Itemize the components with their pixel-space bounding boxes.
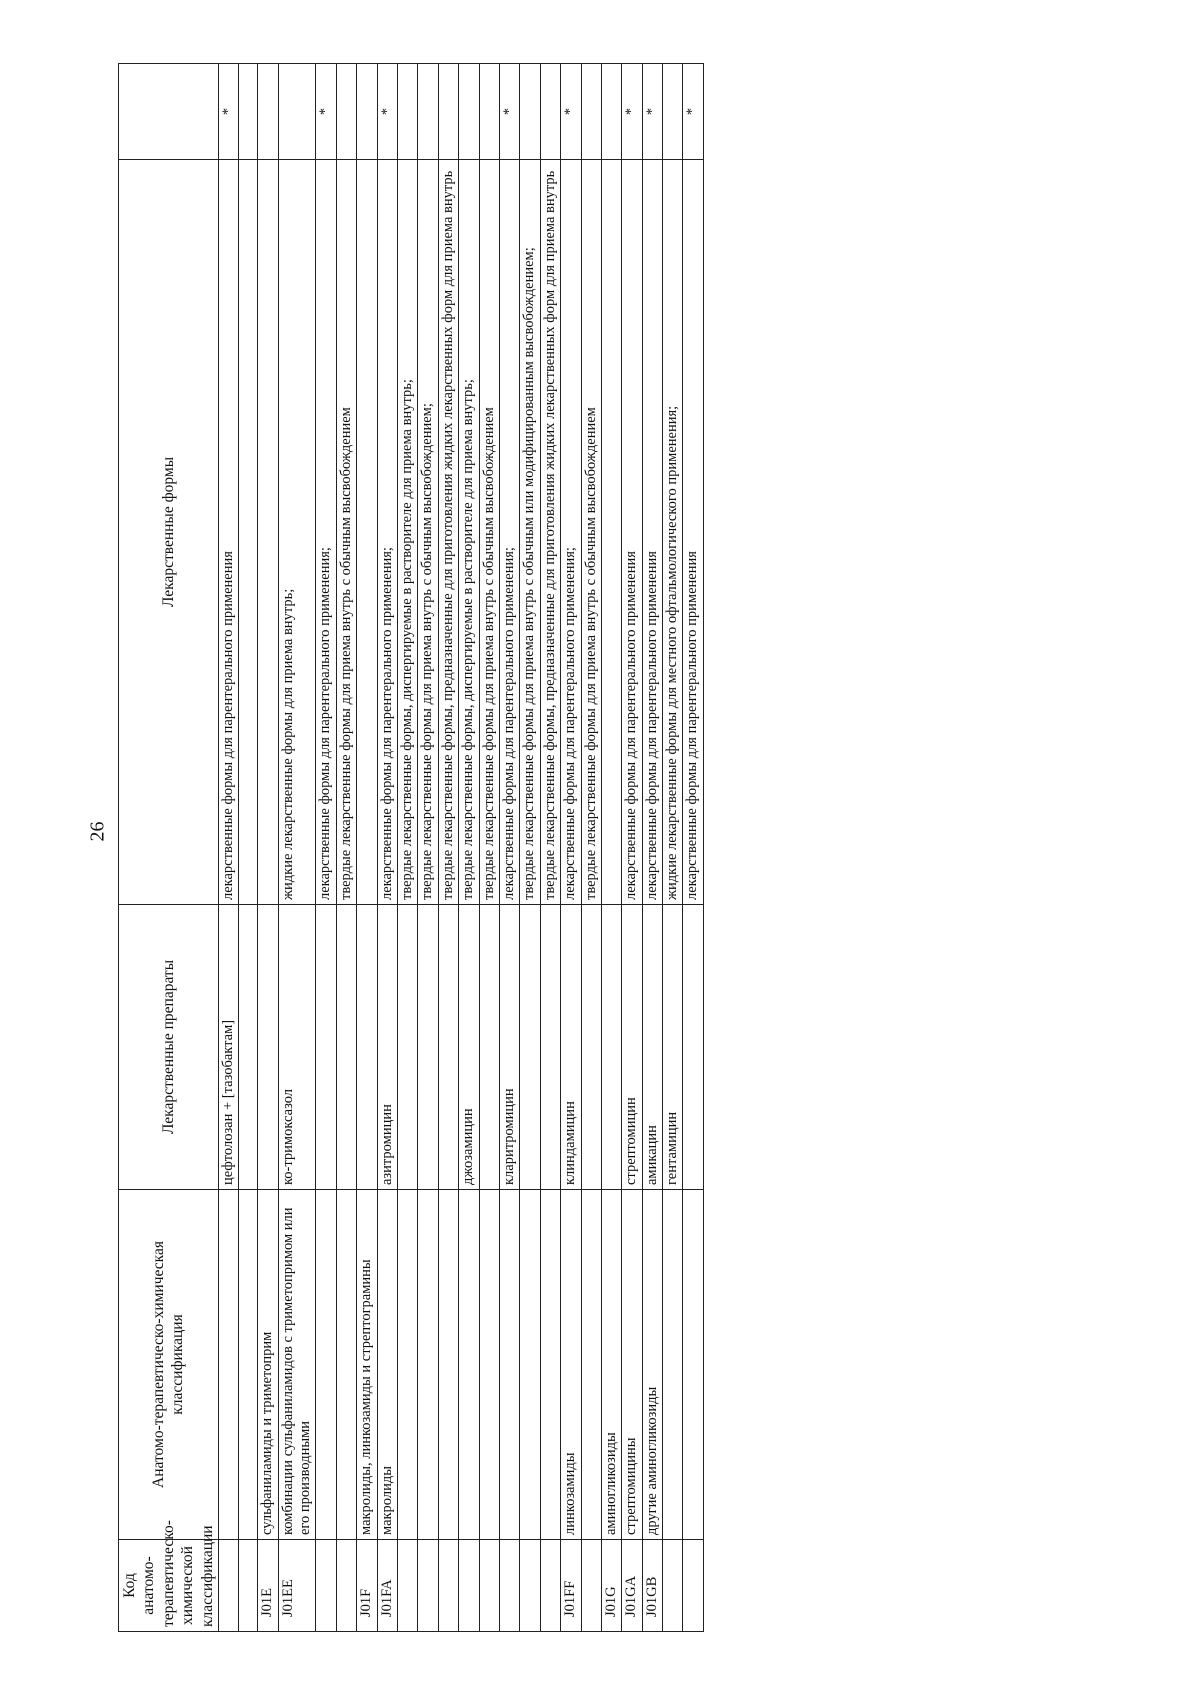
drug-cell: стрептомицин	[622, 905, 642, 1190]
drug-cell: ко-тримоксазол	[278, 905, 316, 1190]
code-cell	[316, 1540, 336, 1632]
mark-cell	[336, 64, 356, 160]
classification-cell	[218, 1190, 238, 1540]
table-row	[418, 64, 438, 1632]
classification-cell	[540, 1190, 560, 1540]
table-row	[438, 64, 458, 1632]
drug-cell: азитромицин	[377, 905, 397, 1190]
mark-cell: *	[218, 64, 238, 160]
code-cell	[398, 1540, 418, 1632]
form-cell: твердые лекарственные формы для приема внутрь с обычным высвобождением	[479, 160, 499, 905]
table-row	[561, 64, 581, 1632]
code-cell: J01F	[357, 1540, 377, 1632]
drug-cell: джозамицин	[459, 905, 479, 1190]
table-row	[601, 64, 621, 1632]
code-cell	[520, 1540, 540, 1632]
drug-cell	[601, 905, 621, 1190]
form-cell: жидкие лекарственные формы для приема внутрь;	[278, 160, 316, 905]
form-cell: твердые лекарственные формы для приема внутрь с обычным высвобождением	[581, 160, 601, 905]
form-cell: лекарственные формы для парентерального применения;	[316, 160, 336, 905]
landscape-page	[118, 64, 1088, 1632]
table-row	[581, 64, 601, 1632]
code-cell: J01FF	[561, 1540, 581, 1632]
form-cell: лекарственные формы для парентерального применения;	[499, 160, 519, 905]
form-cell: твердые лекарственные формы, предназначенные для приготовления жидких лекарственных форм для приема внутрь	[540, 160, 560, 905]
mark-cell: *	[683, 64, 703, 160]
mark-cell: *	[499, 64, 519, 160]
atc-table	[118, 63, 704, 1632]
code-cell: J01GB	[642, 1540, 662, 1632]
mark-cell	[239, 64, 258, 160]
mark-cell	[278, 64, 316, 160]
drug-cell: кларитромицин	[499, 905, 519, 1190]
classification-cell	[663, 1190, 683, 1540]
header-mark	[119, 64, 219, 160]
code-cell	[499, 1540, 519, 1632]
code-cell	[581, 1540, 601, 1632]
code-cell	[218, 1540, 238, 1632]
code-cell: J01EE	[278, 1540, 316, 1632]
drug-cell	[581, 905, 601, 1190]
table-row	[540, 64, 560, 1632]
form-cell: лекарственные формы для парентерального применения	[683, 160, 703, 905]
classification-cell	[683, 1190, 703, 1540]
drug-cell	[316, 905, 336, 1190]
code-cell	[683, 1540, 703, 1632]
code-cell	[479, 1540, 499, 1632]
classification-cell: макролиды, линкозамиды и стрептограмины	[357, 1190, 377, 1540]
form-cell: твердые лекарственные формы, диспергируемые в растворителе для приема внутрь;	[459, 160, 479, 905]
table-row	[377, 64, 397, 1632]
page-number: 26	[86, 821, 109, 842]
classification-cell	[581, 1190, 601, 1540]
classification-cell	[316, 1190, 336, 1540]
table-row	[239, 64, 258, 1632]
drug-cell	[239, 905, 258, 1190]
table-row	[218, 64, 238, 1632]
classification-cell	[398, 1190, 418, 1540]
table-row	[479, 64, 499, 1632]
mark-cell	[357, 64, 377, 160]
table-row	[278, 64, 316, 1632]
classification-cell: аминогликозиды	[601, 1190, 621, 1540]
classification-cell	[520, 1190, 540, 1540]
table-row	[663, 64, 683, 1632]
mark-cell	[540, 64, 560, 160]
classification-cell: сульфаниламиды и триметоприм	[258, 1190, 278, 1540]
classification-cell	[336, 1190, 356, 1540]
table-row	[258, 64, 278, 1632]
code-cell	[459, 1540, 479, 1632]
code-cell: J01FA	[377, 1540, 397, 1632]
table-row	[398, 64, 418, 1632]
mark-cell	[601, 64, 621, 160]
classification-cell	[239, 1190, 258, 1540]
form-cell: лекарственные формы для парентерального применения;	[377, 160, 397, 905]
mark-cell	[581, 64, 601, 160]
code-cell	[418, 1540, 438, 1632]
mark-cell	[459, 64, 479, 160]
table-row	[520, 64, 540, 1632]
table-row	[683, 64, 703, 1632]
header-classification: Анатомо-терапевтическо-химическая классификация	[119, 1190, 219, 1540]
code-cell	[239, 1540, 258, 1632]
mark-cell: *	[377, 64, 397, 160]
form-cell: твердые лекарственные формы для приема внутрь с обычным высвобождением	[336, 160, 356, 905]
classification-cell: другие аминогликозиды	[642, 1190, 662, 1540]
mark-cell: *	[561, 64, 581, 160]
mark-cell	[398, 64, 418, 160]
form-cell: твердые лекарственные формы для приема внутрь с обычным или модифицированным высвобождением;	[520, 160, 540, 905]
code-cell	[336, 1540, 356, 1632]
drug-cell: гентамицин	[663, 905, 683, 1190]
drug-cell	[438, 905, 458, 1190]
header-drugs: Лекарственные препараты	[119, 905, 219, 1190]
classification-cell	[438, 1190, 458, 1540]
drug-cell: амикацин	[642, 905, 662, 1190]
form-cell	[601, 160, 621, 905]
drug-cell	[258, 905, 278, 1190]
form-cell: лекарственные формы для парентерального применения	[218, 160, 238, 905]
mark-cell	[438, 64, 458, 160]
table-row	[499, 64, 519, 1632]
drug-cell	[479, 905, 499, 1190]
classification-cell: стрептомицины	[622, 1190, 642, 1540]
header-code: Код анатомо-терапевтическо-химической классификации	[119, 1540, 219, 1632]
mark-cell: *	[316, 64, 336, 160]
header-row	[119, 64, 219, 1632]
form-cell: лекарственные формы для парентерального применения	[642, 160, 662, 905]
form-cell: твердые лекарственные формы для приема внутрь с обычным высвобождением;	[418, 160, 438, 905]
code-cell	[663, 1540, 683, 1632]
header-forms: Лекарственные формы	[119, 160, 219, 905]
form-cell: твердые лекарственные формы, диспергируемые в растворителе для приема внутрь;	[398, 160, 418, 905]
classification-cell: линкозамиды	[561, 1190, 581, 1540]
form-cell: лекарственные формы для парентерального применения;	[561, 160, 581, 905]
code-cell	[540, 1540, 560, 1632]
mark-cell	[663, 64, 683, 160]
mark-cell	[479, 64, 499, 160]
code-cell: J01G	[601, 1540, 621, 1632]
drug-cell	[683, 905, 703, 1190]
drug-cell	[398, 905, 418, 1190]
form-cell: лекарственные формы для парентерального применения	[622, 160, 642, 905]
mark-cell	[258, 64, 278, 160]
classification-cell	[459, 1190, 479, 1540]
drug-cell	[336, 905, 356, 1190]
table-body	[218, 64, 703, 1632]
drug-cell	[357, 905, 377, 1190]
drug-cell: клиндамицин	[561, 905, 581, 1190]
code-cell: J01E	[258, 1540, 278, 1632]
mark-cell: *	[642, 64, 662, 160]
table-row	[642, 64, 662, 1632]
classification-cell: комбинации сульфаниламидов с триметопримом или его производными	[278, 1190, 316, 1540]
classification-cell	[479, 1190, 499, 1540]
table-row	[336, 64, 356, 1632]
mark-cell	[418, 64, 438, 160]
table-row	[459, 64, 479, 1632]
classification-cell	[418, 1190, 438, 1540]
drug-cell: цефтолозан + [тазобактам]	[218, 905, 238, 1190]
classification-cell: макролиды	[377, 1190, 397, 1540]
form-cell	[239, 160, 258, 905]
mark-cell: *	[622, 64, 642, 160]
rotated-table-container	[118, 64, 1088, 1632]
classification-cell	[499, 1190, 519, 1540]
form-cell	[357, 160, 377, 905]
drug-cell	[540, 905, 560, 1190]
code-cell	[438, 1540, 458, 1632]
code-cell: J01GA	[622, 1540, 642, 1632]
form-cell: жидкие лекарственные формы для местного офтальмологического применения;	[663, 160, 683, 905]
table-row	[316, 64, 336, 1632]
mark-cell	[520, 64, 540, 160]
drug-cell	[520, 905, 540, 1190]
drug-cell	[418, 905, 438, 1190]
form-cell: твердые лекарственные формы, предназначенные для приготовления жидких лекарственных форм для приема внутрь	[438, 160, 458, 905]
table-row	[357, 64, 377, 1632]
table-row	[622, 64, 642, 1632]
form-cell	[258, 160, 278, 905]
